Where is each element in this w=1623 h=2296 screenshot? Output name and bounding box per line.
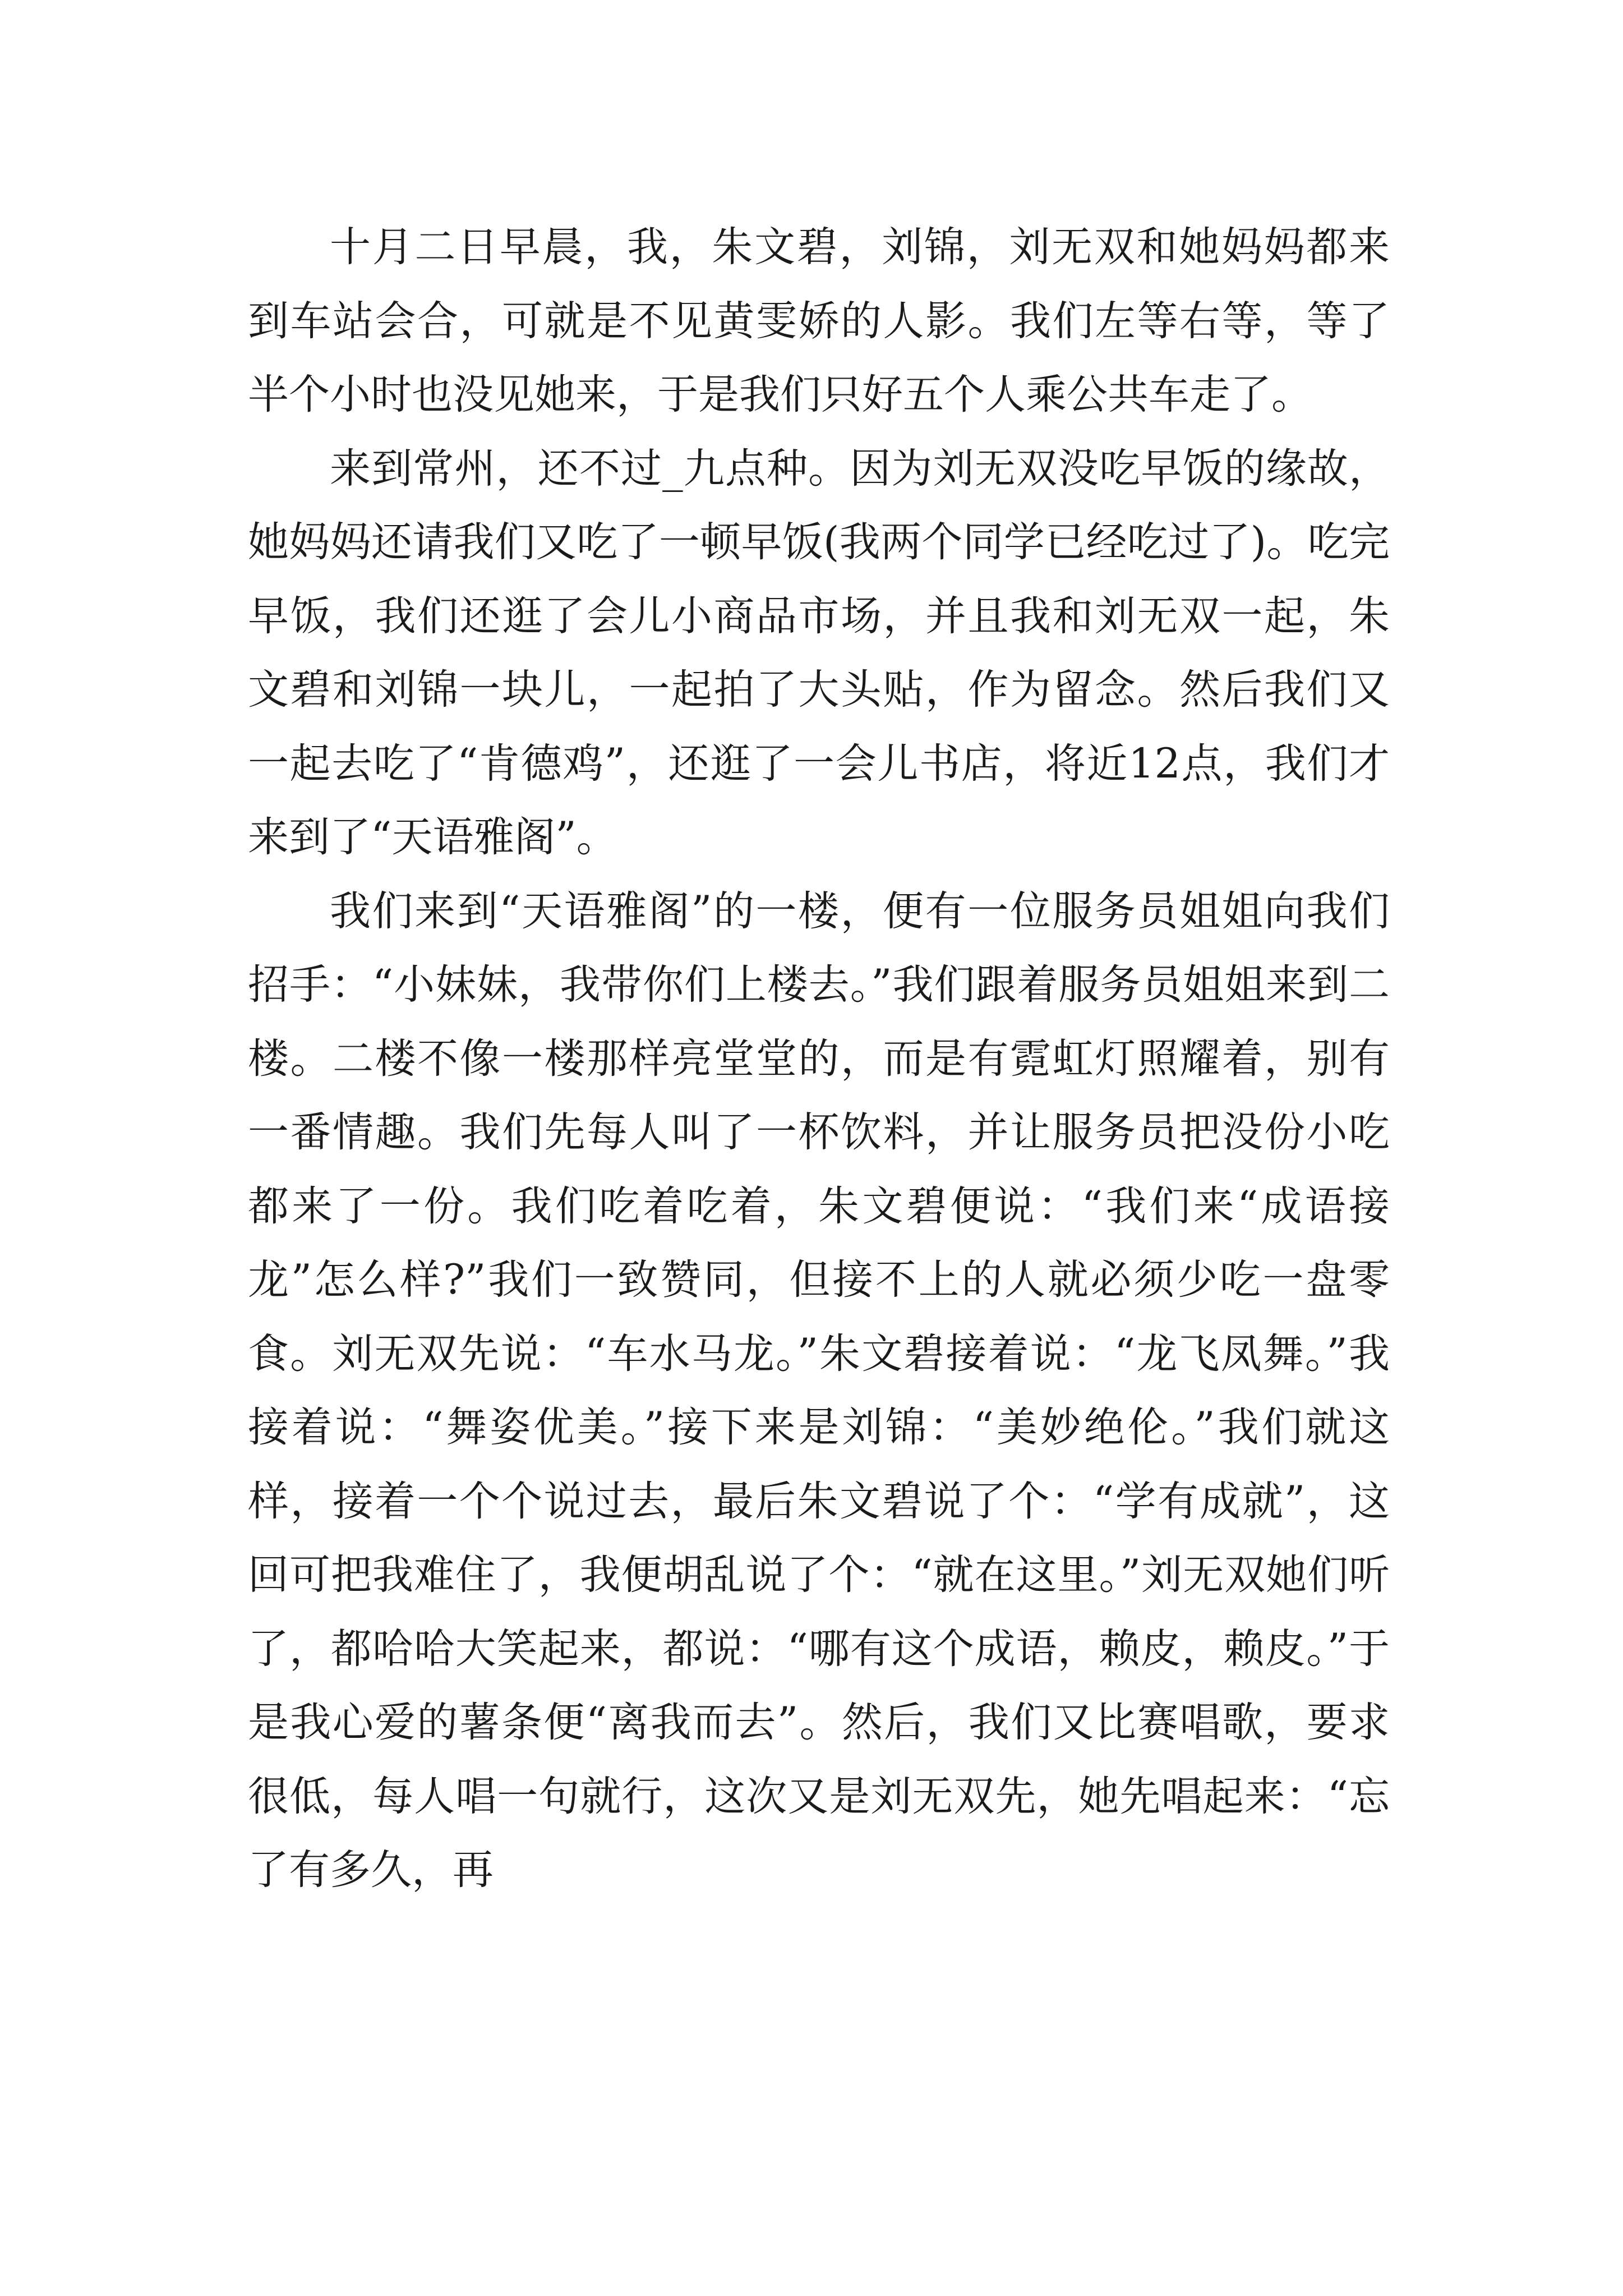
paragraph-1: 十月二日早晨，我，朱文碧，刘锦，刘无双和她妈妈都来到车站会合，可就是不见黄雯娇的人影。我们左等右等，等了半个小时也没见她来，于是我们只好五个人乘公共车走了。 [248,223,1390,418]
paragraph-2: 来到常州，还不过_九点种。因为刘无双没吃早饭的缘故，她妈妈还请我们又吃了一顿早饭(我两个同学已经吃过了)。吃完早饭，我们还逛了会儿小商品市场，并且我和刘无双一起，朱文碧和刘锦一块儿，一起拍了大头贴，作为留念。然后我们又一起去吃了“肯德鸡”，还逛了一会儿书店，将近12点，我们才来到了“天语雅阁”。 [248,444,1390,861]
paragraph-3: 我们来到“天语雅阁”的一楼，便有一位服务员姐姐向我们招手：“小妹妹，我带你们上楼去。”我们跟着服务员姐姐来到二楼。二楼不像一楼那样亮堂堂的，而是有霓虹灯照耀着，别有一番情趣。我们先每人叫了一杯饮料，并让服务员把没份小吃都来了一份。我们吃着吃着，朱文碧便说：“我们来“成语接龙”怎么样?”我们一致赞同，但接不上的人就必须少吃一盘零食。刘无双先说：“车水马龙。”朱文碧接着说：“龙飞凤舞。”我接着说：“舞姿优美。”接下来是刘锦：“美妙绝伦。”我们就这样，接着一个个说过去，最后朱文碧说了个：“学有成就”，这回可把我难住了，我便胡乱说了个：“就在这里。”刘无双她们听了，都哈哈大笑起来，都说：“哪有这个成语，赖皮，赖皮。”于是我心爱的薯条便“离我而去”。然后，我们又比赛唱歌，要求很低，每人唱一句就行，这次又是刘无双先，她先唱起来：“忘了有多久，再 [248,887,1390,1894]
document-body [248,210,1390,1907]
